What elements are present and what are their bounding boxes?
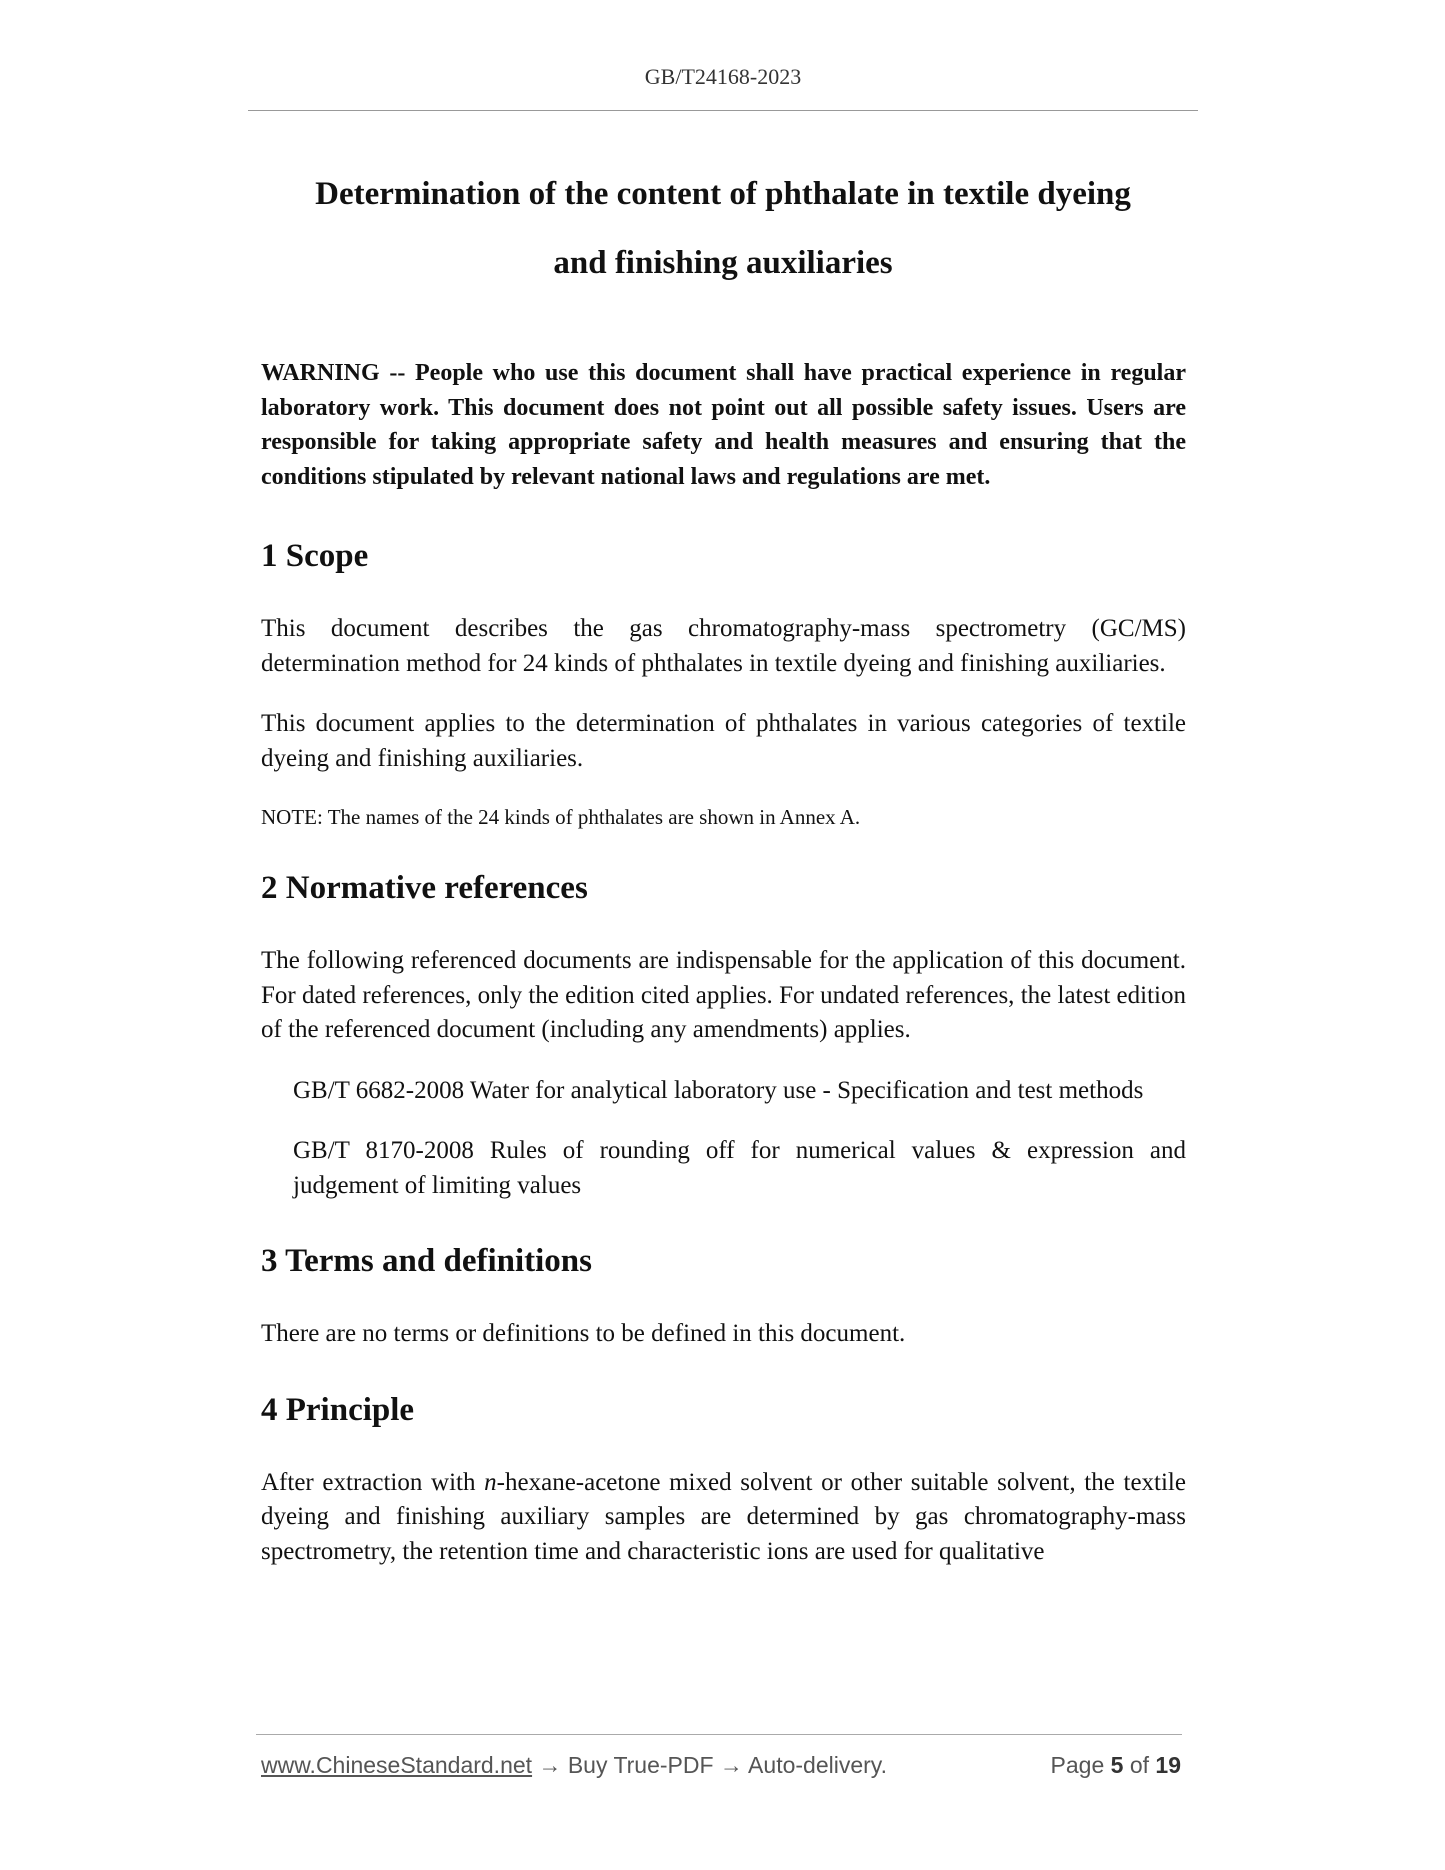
document-body: [261, 356, 1186, 1569]
page-footer: [261, 1752, 1181, 1779]
section-heading-terms: 3 Terms and definitions: [261, 1243, 592, 1279]
section-heading-scope: 1 Scope: [261, 538, 369, 574]
scope-paragraph-1: This document describes the gas chromatography-mass spectrometry (GC/MS) determination method for 24 kinds of phthalates in textile dyeing and finishing auxiliaries.: [261, 615, 1186, 677]
scope-note: NOTE: The names of the 24 kinds of phthalates are shown in Annex A.: [261, 805, 861, 829]
page-header: GB/T24168-2023: [644, 64, 802, 89]
reference-item-2: GB/T 8170-2008 Rules of rounding off for numerical values & expression and judgement of limiting values: [293, 1137, 1186, 1199]
section-heading-normative: 2 Normative references: [261, 870, 588, 906]
principle-italic-n: n: [484, 1468, 497, 1496]
reference-item-1: GB/T 6682-2008 Water for analytical laboratory use - Specification and test methods: [293, 1076, 1144, 1104]
warning-paragraph: WARNING -- People who use this document shall have practical experience in regular laboratory work. This document does not point out all possible safety issues. Users are responsible for taking appropriate safety and health measures and ensuring that the conditions stipulated by relevant national laws and regulations are met.: [261, 360, 1186, 490]
principle-text-rest: -hexane-acetone mixed solvent or other suitable solvent, the textile dyeing and finishing auxiliary samples are determined by gas chromatography-mass spectrometry, the retention time and characteristic ions are used for qualitative: [261, 1468, 1186, 1565]
page-label: Page: [1050, 1752, 1105, 1778]
scope-paragraph-2: This document applies to the determination of phthalates in various categories of textile dyeing and finishing auxiliaries.: [261, 710, 1186, 772]
terms-paragraph: There are no terms or definitions to be defined in this document.: [261, 1320, 906, 1347]
section-heading-principle: 4 Principle: [261, 1391, 415, 1428]
page-of-label: of: [1129, 1752, 1150, 1778]
principle-text-start: After extraction with: [261, 1468, 485, 1496]
principle-paragraph: [261, 1466, 1186, 1570]
document-title: [248, 160, 1198, 298]
footer-divider: [256, 1734, 1182, 1735]
header-divider: [248, 110, 1198, 111]
footer-promo: → Buy True-PDF → Auto-delivery.: [532, 1752, 887, 1778]
total-pages-number: 19: [1155, 1752, 1181, 1778]
title-line-2: and finishing auxiliaries: [553, 245, 893, 281]
current-page-number: 5: [1110, 1752, 1124, 1778]
normative-paragraph: The following referenced documents are indispensable for the application of this document. For dated references, only the edition cited applies. For undated references, the latest edition of the referenced document (including any amendments) applies.: [261, 947, 1186, 1043]
page-indicator: [1051, 1752, 1181, 1779]
website-link[interactable]: www.ChineseStandard.net: [261, 1752, 533, 1778]
title-line-1: Determination of the content of phthalate in textile dyeing: [315, 176, 1131, 212]
